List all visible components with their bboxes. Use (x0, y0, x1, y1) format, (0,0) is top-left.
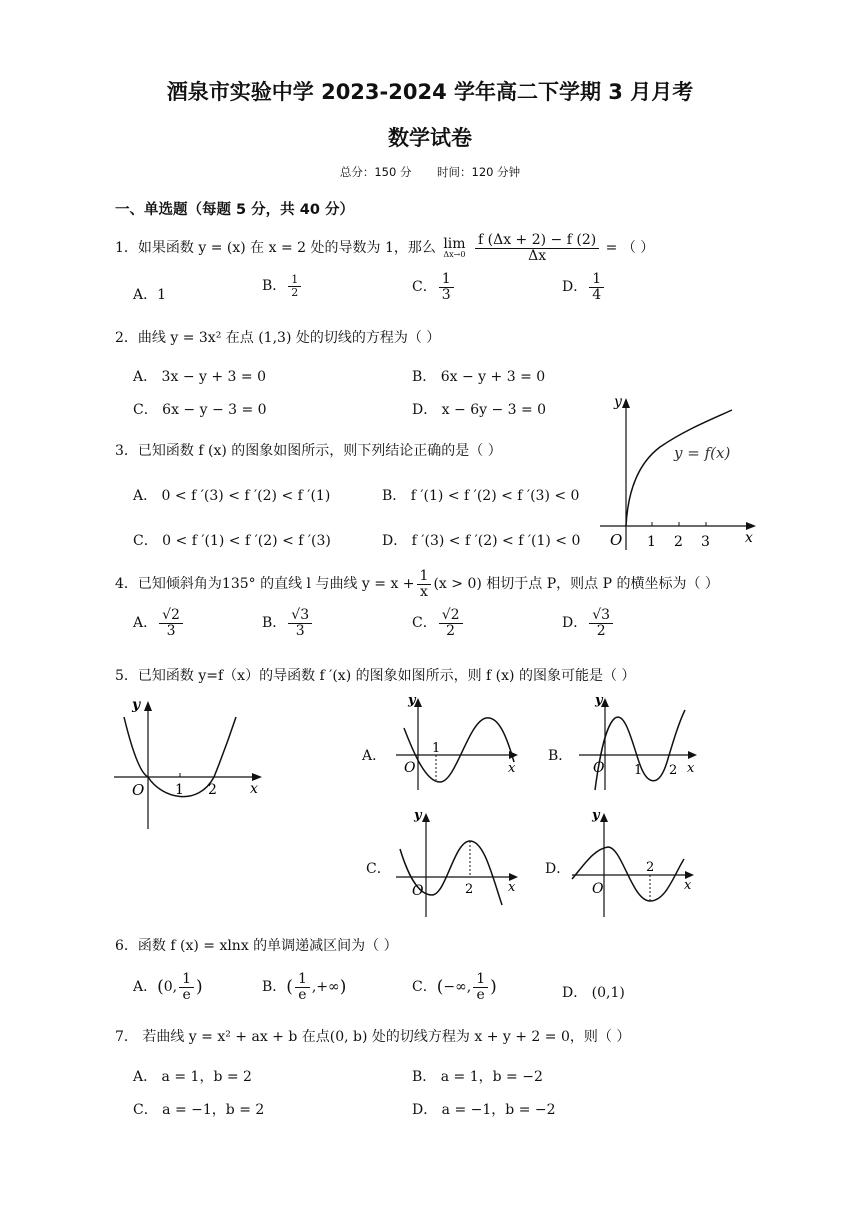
q5-main-y-arrow (144, 701, 152, 711)
exam-title: 酒泉市实验中学 2023-2024 学年高二下学期 3 月月考 (166, 80, 694, 104)
q1-option-d[interactable] (562, 272, 606, 302)
q3-option-b[interactable]: B． f ′(1) < f ′(2) < f ′(3) < 0 (382, 488, 580, 504)
q4-a-den: 3 (166, 622, 176, 639)
q2-option-c[interactable]: C． 6x − y − 3 = 0 (133, 402, 267, 418)
q4-c-frac (439, 608, 463, 638)
q1-c-num: 1 (439, 272, 454, 288)
q5-c-y-label: y (414, 808, 422, 823)
q1-b-frac (288, 274, 301, 298)
q5-derivative-graph (110, 695, 270, 835)
q1-b-label: B． (262, 278, 287, 295)
q7-option-a[interactable]: A． a = 1，b = 2 (133, 1069, 252, 1085)
q1-lim-sub: Δx→0 (443, 250, 466, 259)
q5-d-y-label: y (592, 808, 600, 823)
q1-lim-text: lim (443, 236, 466, 252)
q6-b-right: ,+∞ (311, 979, 340, 996)
q5-b-y-label: y (595, 693, 603, 708)
q6-a-lparen: ( (157, 977, 164, 998)
question-4-stem (115, 566, 719, 602)
q5-b-x-label: x (687, 761, 695, 776)
q2-option-a[interactable]: A． 3x − y + 3 = 0 (133, 369, 266, 385)
q1-c-label: C． (412, 279, 437, 296)
q6-b-label: B． (262, 979, 287, 996)
q5-d-tick: 2 (646, 860, 655, 875)
q1-option-b[interactable] (262, 274, 303, 298)
q4-b-label: B． (262, 615, 287, 632)
q4-b-num: √3 (288, 608, 312, 624)
q5-option-b-graph[interactable] (575, 690, 715, 795)
q4-frac-den: x (420, 583, 428, 600)
q4-a-label: A． (133, 615, 158, 632)
q6-a-label: A． (133, 979, 158, 996)
q4-option-a[interactable] (133, 608, 185, 638)
q3-origin: O (610, 531, 623, 549)
q6-a-den: e (182, 986, 191, 1003)
q6-a-frac (179, 972, 194, 1002)
q5-main-x-arrow (252, 773, 262, 781)
q1-limit (443, 237, 465, 259)
q5-option-d-graph[interactable] (570, 805, 710, 920)
q5-a-curve (404, 718, 514, 782)
q6-c-den: e (476, 986, 485, 1003)
q4-c-num: √2 (439, 608, 463, 624)
q5-option-c-label[interactable]: C． (366, 861, 391, 877)
q4-frac-num: 1 (417, 569, 432, 585)
q5-option-b-label[interactable]: B． (548, 748, 573, 764)
q5-c-y-arrow (422, 813, 430, 822)
q6-option-b[interactable] (262, 972, 346, 1002)
q6-option-d[interactable]: D． (0,1) (562, 985, 625, 1001)
q4-b-frac (288, 608, 312, 638)
section-heading: 一、单选题（每题 5 分，共 40 分） (115, 202, 354, 218)
q5-c-tick: 2 (465, 882, 474, 897)
q4-a-num: √2 (159, 608, 183, 624)
q2-option-b[interactable]: B． 6x − y + 3 = 0 (412, 369, 546, 385)
q5-b-tick-2: 2 (669, 763, 678, 778)
q1-frac-den: Δx (528, 247, 547, 264)
q6-option-a[interactable] (133, 972, 203, 1002)
q4-d-den: 2 (596, 622, 606, 639)
q4-d-frac (589, 608, 613, 638)
q1-stem-b: = （ ） (605, 240, 655, 256)
q5-d-x-label: x (684, 878, 692, 893)
q1-d-den: 4 (592, 286, 602, 303)
q6-b-frac (295, 972, 310, 1002)
q1-c-frac (439, 272, 454, 302)
q1-d-num: 1 (589, 272, 604, 288)
q4-a-frac (159, 608, 183, 638)
q3-graph (600, 392, 760, 552)
q4-stem-a: 4．已知倾斜角为135° 的直线 l 与曲线 y = x + (115, 576, 415, 592)
question-1-stem (115, 228, 654, 268)
q4-option-d[interactable] (562, 608, 615, 638)
q4-option-c[interactable] (412, 608, 465, 638)
q6-a-num: 1 (179, 972, 194, 988)
q4-c-den: 2 (446, 622, 456, 639)
q1-b-den: 2 (291, 285, 299, 299)
q3-curve (626, 410, 732, 526)
q6-c-label: C． (412, 979, 437, 996)
q7-option-c[interactable]: C． a = −1，b = 2 (133, 1102, 265, 1118)
q6-a-rparen: ) (196, 977, 203, 998)
q5-a-tick: 1 (432, 741, 441, 756)
q3-tick-1: 1 (647, 534, 656, 550)
q5-option-c-graph[interactable] (392, 805, 532, 920)
q3-curve-label: y = f(x) (674, 444, 731, 462)
q1-fraction (475, 233, 599, 263)
q7-option-b[interactable]: B． a = 1，b = −2 (412, 1069, 543, 1085)
q5-main-origin: O (132, 781, 145, 799)
q6-c-rparen: ) (490, 977, 497, 998)
q1-c-den: 3 (441, 286, 451, 303)
q5-d-y-arrow (600, 813, 608, 822)
q3-x-arrow (746, 522, 756, 530)
q5-option-a-label[interactable]: A． (362, 748, 387, 764)
q6-b-num: 1 (295, 972, 310, 988)
q6-c-left: −∞, (443, 979, 472, 996)
q1-d-label: D． (562, 279, 588, 296)
q1-stem-a: 1．如果函数 y = (x) 在 x = 2 处的导数为 1，那么 (115, 240, 436, 256)
question-2-stem: 2．曲线 y = 3x² 在点 (1,3) 处的切线的方程为（ ） (115, 330, 441, 346)
q5-option-d-label[interactable]: D． (545, 861, 571, 877)
q3-y-arrow (622, 398, 630, 408)
question-6-stem: 6．函数 f (x) = xlnx 的单调递减区间为（ ） (115, 938, 398, 954)
exam-subtitle: 数学试卷 (388, 126, 472, 150)
q3-tick-3: 3 (701, 534, 710, 550)
q1-option-c[interactable] (412, 272, 456, 302)
q5-c-origin: O (412, 883, 424, 899)
q4-d-num: √3 (589, 608, 613, 624)
q6-c-num: 1 (473, 972, 488, 988)
q6-c-frac (473, 972, 488, 1002)
q6-b-den: e (298, 986, 307, 1003)
q3-tick-2: 2 (674, 534, 683, 550)
q5-option-a-graph[interactable] (390, 690, 530, 795)
q3-y-label: y (614, 394, 622, 410)
question-5-stem: 5．已知函数 y=f（x）的导函数 f ′(x) 的图象如图所示，则 f (x) 的图象可能是（ ） (115, 668, 636, 684)
q4-c-label: C． (412, 615, 437, 632)
q5-main-y-label: y (132, 697, 141, 713)
q3-option-c[interactable]: C． 0 < f ′(1) < f ′(2) < f ′(3) (133, 533, 331, 549)
q1-frac-num: f (Δx + 2) − f (2) (475, 233, 599, 249)
q5-a-x-label: x (508, 761, 516, 776)
exam-meta: 总分：150 分 时间：120 分钟 (339, 165, 521, 179)
q5-b-tick-1: 1 (634, 763, 643, 778)
q5-b-x-arrow (688, 751, 697, 759)
q3-x-label: x (745, 530, 753, 546)
q4-fraction (417, 569, 432, 599)
q6-option-c[interactable] (412, 972, 497, 1002)
q5-main-tick-1: 1 (175, 782, 184, 798)
q5-main-tick-2: 2 (208, 782, 217, 798)
question-3-stem: 3．已知函数 f (x) 的图象如图所示，则下列结论正确的是（ ） (115, 443, 502, 459)
q6-a-left: 0, (163, 979, 178, 996)
q3-option-d[interactable]: D． f ′(3) < f ′(2) < f ′(1) < 0 (382, 533, 581, 549)
question-7-stem: 7． 若曲线 y = x² + ax + b 在点(0, b) 处的切线方程为 x + y + 2 = 0，则（ ） (115, 1029, 631, 1045)
q6-c-lparen: ( (436, 977, 444, 998)
q3-option-a[interactable]: A． 0 < f ′(3) < f ′(2) < f ′(1) (133, 488, 331, 504)
q6-b-rparen: ) (339, 977, 347, 998)
q6-b-lparen: ( (286, 977, 293, 998)
q5-a-y-label: y (408, 693, 416, 708)
q2-option-d[interactable]: D． x − 6y − 3 = 0 (412, 402, 547, 418)
q4-b-den: 3 (295, 622, 305, 639)
q1-d-frac (589, 272, 604, 302)
q5-main-x-label: x (250, 781, 258, 797)
q1-b-num: 1 (288, 274, 301, 287)
q5-c-x-label: x (508, 880, 516, 895)
q5-b-origin: O (593, 760, 605, 776)
q7-option-d[interactable]: D． a = −1，b = −2 (412, 1102, 556, 1118)
q1-option-a[interactable]: A．1 (133, 287, 167, 303)
q4-stem-b: (x > 0) 相切于点 P，则点 P 的横坐标为（ ） (433, 576, 719, 592)
q4-d-label: D． (562, 615, 588, 632)
q5-d-origin: O (592, 881, 604, 897)
q5-b-curve (595, 710, 685, 790)
q4-option-b[interactable] (262, 608, 314, 638)
q5-d-curve (572, 847, 684, 901)
q5-a-origin: O (404, 760, 416, 776)
